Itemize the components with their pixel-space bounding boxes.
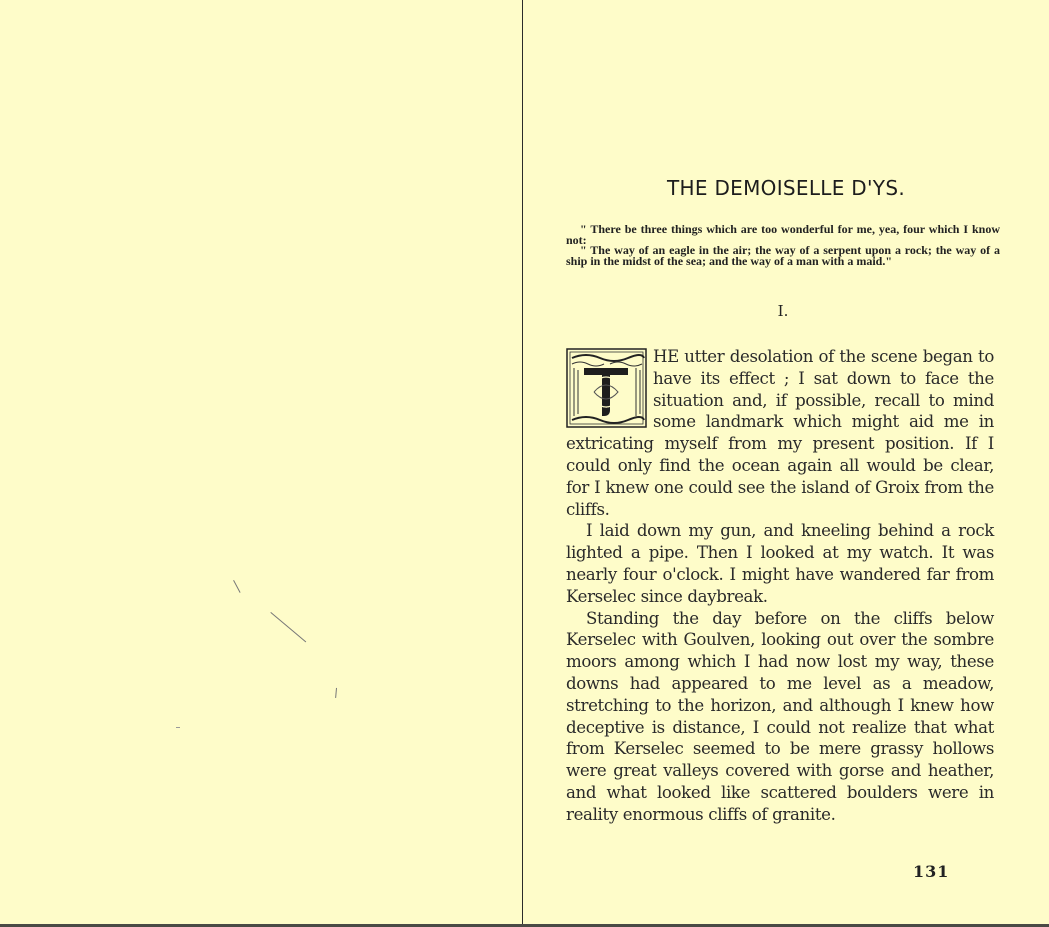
- paper-speck: [176, 727, 180, 728]
- paper-mark: [270, 612, 306, 642]
- paragraph: Standing the day before on the cliffs below Kerselec with Goulven, looking out over the sombre moors among which I had now lost my way, these downs had appeared to me level as a meadow, stretching to the horizon, and although I knew how deceptive is distance, I could not realize that what from Kerselec seemed to be mere grassy hollows were great valleys covered with gorse and heather, and what looked like scattered boulders were in reality enormous cliffs of granite.: [566, 608, 994, 824]
- right-page: [523, 0, 1049, 924]
- chapter-number: I.: [777, 302, 789, 320]
- paper-mark: [233, 580, 240, 593]
- chapter-title: THE DEMOISELLE D'YS.: [667, 176, 905, 200]
- ornamental-dropcap-icon: [566, 348, 647, 428]
- epigraph: [566, 224, 1000, 266]
- left-page: [0, 0, 522, 924]
- body-text: [566, 346, 994, 826]
- page-number: 131: [913, 862, 950, 881]
- paragraph: I laid down my gun, and kneeling behind a rock lighted a pipe. Then I looked at my watch. It was nearly four o'clock. I might have wandered far from Kerselec since daybreak.: [566, 521, 994, 606]
- epigraph-line: " There be three things which are too wonderful for me, yea, four which I know not:: [566, 222, 1000, 247]
- epigraph-line: " The way of an eagle in the air; the way of a serpent upon a rock; the way of a ship in the midst of the sea; and the way of a man with a maid.": [566, 243, 1000, 268]
- paragraph: HE utter desolation of the scene began to have its effect ; I sat down to face the situation and, if possible, recall to mind some landmark which might aid me in extricating myself from my present position. If I could only find the ocean again all would be clear, for I knew one could see the island of Groix from the cliffs.: [566, 347, 994, 519]
- dropcap-letter: T: [605, 407, 607, 409]
- paper-mark: [335, 688, 337, 698]
